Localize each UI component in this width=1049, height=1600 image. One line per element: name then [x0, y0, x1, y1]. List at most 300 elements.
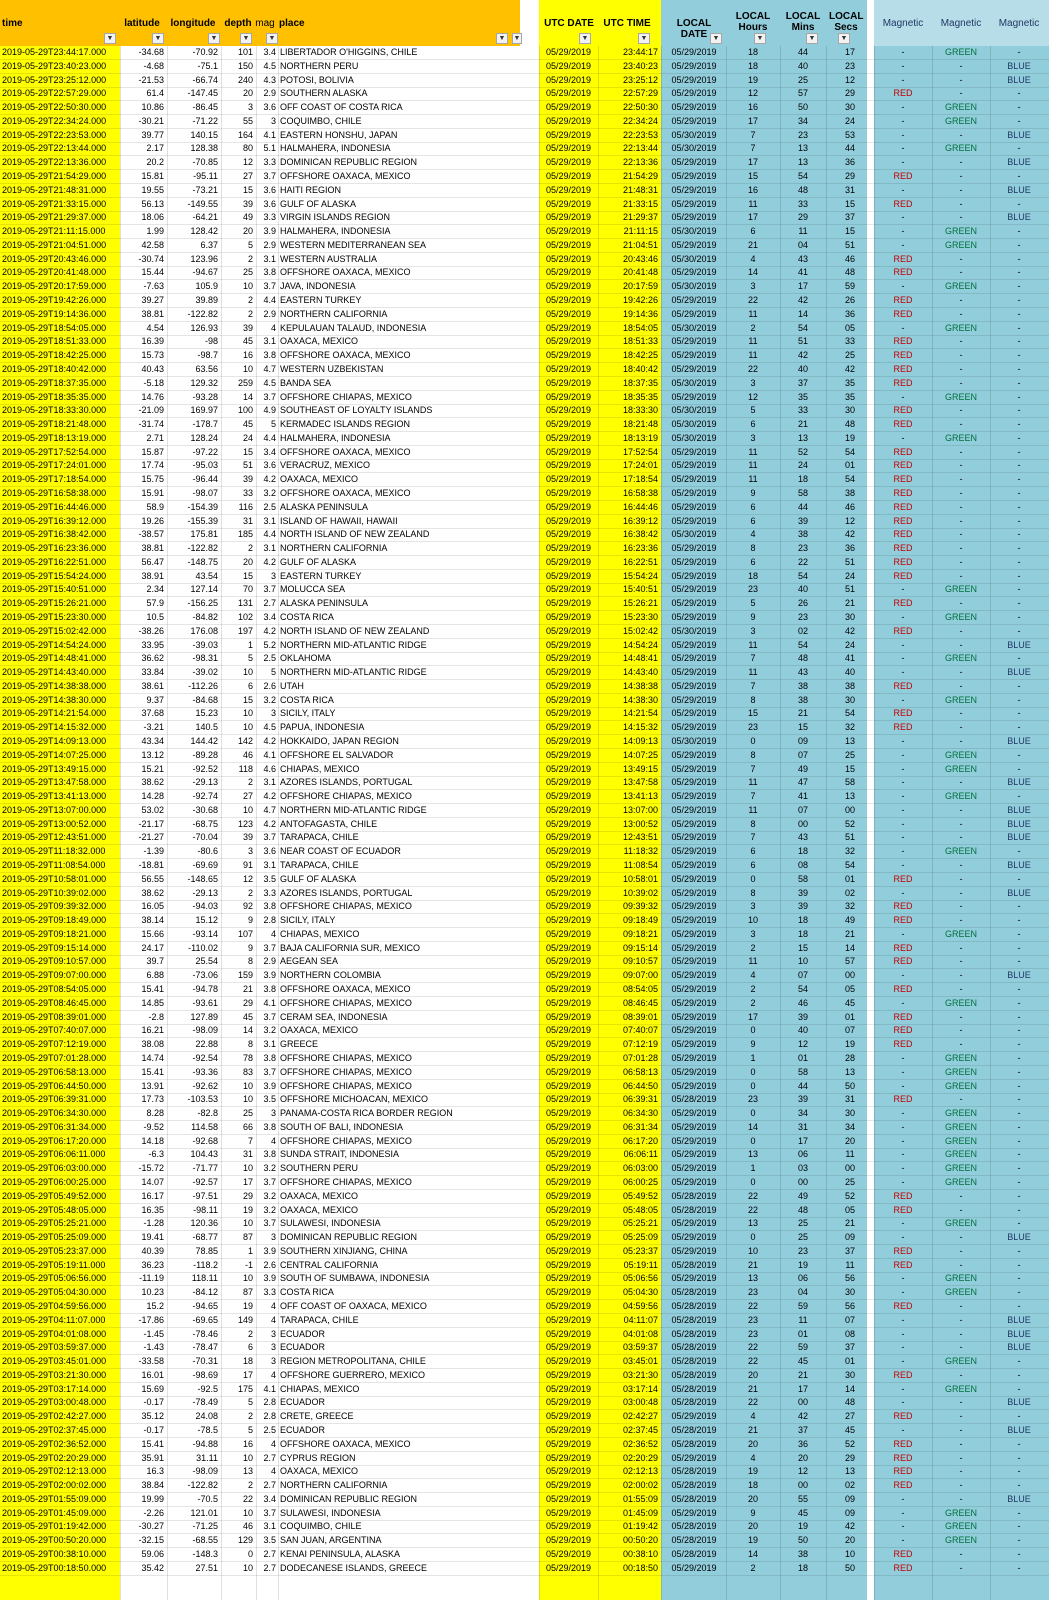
cell-latitude[interactable]: -9.52	[143, 1121, 164, 1132]
cell-local-secs[interactable]: 35	[844, 377, 855, 388]
column-header-magnetic-green[interactable]: Magnetic	[940, 18, 982, 29]
cell-magnetic-green[interactable]: GREEN	[944, 47, 977, 57]
cell-place[interactable]: ANTOFAGASTA, CHILE	[280, 818, 378, 829]
table-row[interactable]	[0, 377, 1049, 391]
cell-place[interactable]: DODECANESE ISLANDS, GREECE	[280, 1562, 428, 1573]
cell-longitude[interactable]: 129.32	[190, 377, 218, 388]
cell-mag[interactable]: 4	[270, 1314, 276, 1325]
cell-mag[interactable]: 3.4	[263, 611, 276, 622]
cell-magnetic-red[interactable]: -	[901, 1342, 905, 1353]
cell-magnetic-green[interactable]: -	[959, 1411, 963, 1422]
table-row[interactable]	[0, 763, 1049, 777]
cell-magnetic-green[interactable]: -	[959, 970, 963, 981]
cell-magnetic-red[interactable]: -	[901, 694, 905, 705]
cell-local-date[interactable]: 05/29/2019	[671, 1135, 717, 1146]
cell-mag[interactable]: 3.9	[263, 1245, 276, 1256]
cell-utc-time[interactable]: 05:25:09	[622, 1232, 658, 1243]
cell-magnetic-blue[interactable]: BLUE	[1007, 1397, 1031, 1408]
cell-utc-date[interactable]: 05/29/2019	[545, 198, 592, 209]
cell-magnetic-green[interactable]: -	[959, 1259, 963, 1270]
cell-place[interactable]: GULF OF ALASKA	[280, 556, 357, 567]
cell-magnetic-blue[interactable]: -	[1017, 1094, 1021, 1105]
cell-utc-date[interactable]: 05/29/2019	[545, 1232, 592, 1243]
cell-magnetic-blue[interactable]: -	[1017, 487, 1021, 498]
cell-magnetic-green[interactable]: -	[959, 804, 963, 815]
cell-depth[interactable]: 6	[247, 680, 253, 691]
cell-magnetic-red[interactable]: RED	[893, 570, 913, 581]
cell-utc-time[interactable]: 02:37:45	[622, 1425, 658, 1435]
cell-local-mins[interactable]: 54	[797, 639, 808, 650]
cell-local-hours[interactable]: 0	[750, 1176, 756, 1187]
cell-mag[interactable]: 3	[270, 1356, 276, 1367]
cell-local-mins[interactable]: 49	[797, 1190, 808, 1201]
cell-time[interactable]: 2019-05-29T17:52:54.000	[2, 446, 107, 457]
cell-mag[interactable]: 3.7	[263, 1011, 276, 1022]
cell-magnetic-red[interactable]: RED	[893, 446, 913, 457]
cell-time[interactable]: 2019-05-29T02:37:45.000	[2, 1425, 107, 1435]
cell-place[interactable]: OKLAHOMA	[280, 653, 332, 664]
cell-local-date[interactable]: 05/29/2019	[671, 860, 717, 871]
cell-magnetic-red[interactable]: -	[901, 239, 905, 250]
cell-time[interactable]: 2019-05-29T20:41:48.000	[2, 267, 107, 278]
cell-local-mins[interactable]: 33	[797, 405, 808, 416]
cell-utc-date[interactable]: 05/29/2019	[545, 1493, 592, 1504]
cell-local-hours[interactable]: 22	[747, 1204, 758, 1215]
cell-utc-time[interactable]: 18:54:05	[622, 322, 658, 333]
cell-local-hours[interactable]: 18	[747, 47, 758, 57]
cell-local-secs[interactable]: 51	[844, 832, 855, 843]
cell-latitude[interactable]: 17.73	[141, 1094, 164, 1105]
cell-local-hours[interactable]: 11	[748, 777, 758, 788]
cell-latitude[interactable]: 38.84	[141, 1480, 164, 1491]
cell-mag[interactable]: 2.7	[263, 1562, 276, 1573]
cell-place[interactable]: SOUTHERN ALASKA	[280, 88, 368, 99]
cell-utc-date[interactable]: 05/29/2019	[545, 680, 592, 691]
cell-local-date[interactable]: 05/29/2019	[671, 722, 717, 733]
cell-local-date[interactable]: 05/29/2019	[671, 804, 717, 815]
cell-place[interactable]: DOMINICAN REPUBLIC REGION	[280, 157, 418, 168]
cell-magnetic-red[interactable]: -	[901, 804, 905, 815]
table-row[interactable]	[0, 1328, 1049, 1342]
cell-latitude[interactable]: 9.37	[146, 694, 164, 705]
cell-utc-date[interactable]: 05/29/2019	[545, 88, 592, 99]
cell-mag[interactable]: 4.7	[263, 363, 276, 374]
table-row[interactable]	[0, 928, 1049, 942]
cell-time[interactable]: 2019-05-29T21:54:29.000	[2, 171, 107, 182]
cell-utc-date[interactable]: 05/29/2019	[545, 377, 592, 388]
cell-local-hours[interactable]: 3	[750, 281, 756, 292]
cell-utc-date[interactable]: 05/29/2019	[545, 212, 592, 223]
cell-magnetic-green[interactable]: -	[959, 363, 963, 374]
cell-latitude[interactable]: 10.23	[141, 1287, 164, 1298]
cell-magnetic-red[interactable]: -	[901, 1163, 905, 1174]
table-row[interactable]	[0, 887, 1049, 901]
cell-utc-date[interactable]: 05/29/2019	[545, 350, 592, 361]
cell-magnetic-green[interactable]: -	[959, 184, 963, 195]
cell-time[interactable]: 2019-05-29T06:17:20.000	[2, 1135, 107, 1146]
cell-local-mins[interactable]: 48	[797, 653, 808, 664]
cell-magnetic-red[interactable]: -	[901, 928, 905, 939]
cell-latitude[interactable]: 15.41	[141, 1066, 164, 1077]
cell-latitude[interactable]: 19.55	[141, 184, 164, 195]
cell-local-secs[interactable]: 53	[844, 129, 855, 140]
cell-local-mins[interactable]: 40	[797, 363, 808, 374]
cell-local-date[interactable]: 05/29/2019	[671, 639, 717, 650]
cell-local-secs[interactable]: 23	[844, 60, 855, 71]
cell-local-mins[interactable]: 00	[797, 818, 808, 829]
cell-longitude[interactable]: -94.03	[192, 901, 218, 912]
cell-local-date[interactable]: 05/29/2019	[671, 1245, 717, 1256]
cell-local-date[interactable]: 05/29/2019	[671, 391, 717, 402]
table-row[interactable]	[0, 1148, 1049, 1162]
cell-local-date[interactable]: 05/29/2019	[671, 1273, 717, 1284]
cell-local-date[interactable]: 05/29/2019	[671, 1218, 717, 1229]
cell-longitude[interactable]: 120.36	[190, 1218, 218, 1229]
cell-mag[interactable]: 3.3	[263, 1287, 276, 1298]
cell-place[interactable]: OFFSHORE OAXACA, MEXICO	[280, 487, 411, 498]
cell-utc-time[interactable]: 00:38:10	[622, 1549, 658, 1560]
cell-longitude[interactable]: -94.65	[192, 1300, 218, 1311]
cell-depth[interactable]: 27	[242, 791, 253, 802]
cell-latitude[interactable]: -3.21	[143, 722, 164, 733]
cell-depth[interactable]: 24	[242, 432, 253, 443]
cell-local-hours[interactable]: 14	[747, 1549, 758, 1560]
cell-utc-time[interactable]: 06:06:11	[623, 1149, 658, 1160]
cell-place[interactable]: OFFSHORE CHIAPAS, MEXICO	[280, 997, 412, 1008]
cell-latitude[interactable]: 56.47	[141, 556, 164, 567]
cell-latitude[interactable]: 33.84	[141, 667, 164, 678]
cell-magnetic-blue[interactable]: -	[1017, 1411, 1021, 1422]
table-row[interactable]	[0, 1204, 1049, 1218]
cell-utc-time[interactable]: 02:00:02	[622, 1480, 658, 1491]
cell-local-date[interactable]: 05/29/2019	[671, 984, 717, 995]
cell-depth[interactable]: 164	[237, 129, 253, 140]
cell-depth[interactable]: 16	[242, 350, 253, 361]
cell-depth[interactable]: 2	[247, 1411, 253, 1422]
cell-latitude[interactable]: 15.44	[141, 267, 164, 278]
cell-local-date[interactable]: 05/28/2019	[671, 1204, 717, 1215]
cell-time[interactable]: 2019-05-29T18:54:05.000	[2, 322, 107, 333]
cell-depth[interactable]: 91	[242, 860, 253, 871]
cell-place[interactable]: TARAPACA, CHILE	[280, 860, 359, 871]
cell-latitude[interactable]: -2.26	[143, 1507, 164, 1518]
table-row[interactable]	[0, 583, 1049, 597]
cell-utc-date[interactable]: 05/29/2019	[545, 1080, 592, 1091]
cell-local-date[interactable]: 05/29/2019	[671, 102, 717, 113]
table-row[interactable]	[0, 1052, 1049, 1066]
cell-local-hours[interactable]: 18	[747, 60, 758, 71]
cell-place[interactable]: OFFSHORE CHIAPAS, MEXICO	[280, 791, 412, 802]
cell-local-date[interactable]: 05/29/2019	[671, 60, 717, 71]
cell-utc-date[interactable]: 05/29/2019	[545, 1342, 592, 1353]
dropdown-filter-icon[interactable]: ▼	[152, 33, 164, 44]
cell-utc-date[interactable]: 05/29/2019	[545, 363, 592, 374]
cell-longitude[interactable]: -112.26	[188, 680, 218, 691]
cell-local-mins[interactable]: 39	[797, 901, 808, 912]
cell-magnetic-red[interactable]: RED	[893, 198, 913, 209]
cell-magnetic-green[interactable]: GREEN	[944, 391, 977, 402]
cell-time[interactable]: 2019-05-29T15:02:42.000	[2, 625, 107, 636]
cell-longitude[interactable]: -97.22	[192, 446, 218, 457]
cell-utc-date[interactable]: 05/29/2019	[545, 846, 592, 857]
cell-depth[interactable]: 45	[242, 336, 253, 347]
cell-magnetic-green[interactable]: -	[959, 60, 963, 71]
cell-place[interactable]: KERMADEC ISLANDS REGION	[280, 419, 411, 430]
cell-longitude[interactable]: -178.7	[192, 419, 218, 430]
cell-utc-date[interactable]: 05/29/2019	[545, 1094, 592, 1105]
cell-latitude[interactable]: 15.21	[141, 763, 164, 774]
cell-latitude[interactable]: 19.99	[141, 1493, 164, 1504]
cell-local-hours[interactable]: 11	[748, 460, 758, 471]
cell-time[interactable]: 2019-05-29T22:13:44.000	[2, 143, 107, 154]
cell-local-mins[interactable]: 33	[797, 198, 808, 209]
cell-magnetic-red[interactable]: RED	[893, 377, 913, 388]
cell-magnetic-blue[interactable]: BLUE	[1007, 860, 1031, 871]
cell-local-secs[interactable]: 15	[844, 198, 855, 209]
cell-magnetic-blue[interactable]: -	[1017, 722, 1021, 733]
cell-place[interactable]: WESTERN MEDITERRANEAN SEA	[280, 239, 427, 250]
cell-magnetic-blue[interactable]: -	[1017, 432, 1021, 443]
cell-local-date[interactable]: 05/29/2019	[671, 515, 717, 526]
cell-magnetic-green[interactable]: -	[959, 1328, 963, 1339]
cell-utc-time[interactable]: 13:41:13	[622, 791, 658, 802]
cell-local-date[interactable]: 05/28/2019	[671, 1535, 717, 1546]
cell-longitude[interactable]: -29.13	[192, 777, 218, 788]
cell-place[interactable]: ECUADOR	[280, 1397, 326, 1408]
cell-mag[interactable]: 3.6	[263, 460, 276, 471]
cell-latitude[interactable]: 2.17	[146, 143, 164, 154]
cell-depth[interactable]: 100	[237, 405, 253, 416]
cell-longitude[interactable]: -80.6	[197, 846, 218, 857]
cell-place[interactable]: COQUIMBO, CHILE	[280, 1521, 362, 1532]
cell-time[interactable]: 2019-05-29T01:45:09.000	[2, 1507, 107, 1518]
cell-mag[interactable]: 4.6	[263, 763, 276, 774]
cell-local-date[interactable]: 05/28/2019	[671, 1259, 717, 1270]
cell-magnetic-blue[interactable]: -	[1017, 143, 1021, 154]
cell-magnetic-green[interactable]: GREEN	[944, 1273, 977, 1284]
cell-time[interactable]: 2019-05-29T14:43:40.000	[2, 667, 107, 678]
cell-local-date[interactable]: 05/30/2019	[671, 432, 717, 443]
cell-magnetic-red[interactable]: -	[901, 157, 905, 168]
cell-local-secs[interactable]: 00	[844, 1163, 855, 1174]
table-row[interactable]	[0, 1314, 1049, 1328]
cell-utc-time[interactable]: 22:13:36	[622, 157, 658, 168]
cell-time[interactable]: 2019-05-29T09:18:49.000	[2, 915, 107, 926]
cell-local-date[interactable]: 05/29/2019	[671, 1039, 717, 1050]
cell-local-secs[interactable]: 29	[844, 1452, 855, 1463]
cell-latitude[interactable]: 56.55	[141, 873, 164, 884]
cell-local-secs[interactable]: 45	[844, 1425, 855, 1435]
cell-latitude[interactable]: 38.91	[141, 570, 164, 581]
cell-time[interactable]: 2019-05-29T09:07:00.000	[2, 970, 107, 981]
cell-utc-date[interactable]: 05/29/2019	[545, 1328, 592, 1339]
cell-local-secs[interactable]: 13	[844, 736, 855, 746]
cell-depth[interactable]: 2	[247, 1328, 253, 1339]
cell-utc-time[interactable]: 02:12:13	[622, 1466, 658, 1477]
cell-magnetic-blue[interactable]: -	[1017, 1259, 1021, 1270]
cell-latitude[interactable]: -33.58	[138, 1356, 164, 1367]
cell-longitude[interactable]: -30.68	[192, 804, 218, 815]
cell-utc-time[interactable]: 00:50:20	[622, 1535, 658, 1546]
cell-local-hours[interactable]: 7	[750, 143, 756, 154]
cell-local-date[interactable]: 05/29/2019	[671, 295, 717, 306]
cell-magnetic-green[interactable]: GREEN	[944, 1066, 977, 1077]
cell-magnetic-green[interactable]: GREEN	[944, 611, 977, 622]
cell-local-secs[interactable]: 21	[844, 598, 855, 609]
cell-magnetic-green[interactable]: GREEN	[944, 1507, 977, 1518]
table-row[interactable]	[0, 707, 1049, 721]
cell-time[interactable]: 2019-05-29T05:25:09.000	[2, 1232, 107, 1243]
cell-longitude[interactable]: -98.07	[192, 487, 218, 498]
cell-magnetic-red[interactable]: RED	[893, 1300, 913, 1311]
cell-mag[interactable]: 3.9	[263, 1273, 276, 1284]
cell-mag[interactable]: 3.2	[263, 1163, 276, 1174]
table-row[interactable]	[0, 294, 1049, 308]
table-row[interactable]	[0, 418, 1049, 432]
table-row[interactable]	[0, 1245, 1049, 1259]
cell-magnetic-red[interactable]: -	[901, 970, 905, 981]
cell-local-date[interactable]: 05/30/2019	[671, 226, 717, 237]
cell-mag[interactable]: 3.8	[263, 1052, 276, 1063]
cell-longitude[interactable]: -92.5	[197, 1383, 218, 1394]
cell-local-hours[interactable]: 23	[747, 1314, 758, 1325]
cell-depth[interactable]: 29	[242, 997, 253, 1008]
cell-depth[interactable]: 150	[237, 60, 253, 71]
cell-local-secs[interactable]: 09	[844, 1507, 855, 1518]
cell-utc-time[interactable]: 05:49:52	[622, 1190, 658, 1201]
table-row[interactable]	[0, 156, 1049, 170]
cell-local-hours[interactable]: 17	[747, 212, 758, 223]
cell-magnetic-blue[interactable]: -	[1017, 474, 1021, 485]
cell-magnetic-red[interactable]: -	[901, 763, 905, 774]
cell-local-mins[interactable]: 13	[797, 143, 808, 154]
cell-mag[interactable]: 3.3	[263, 157, 276, 168]
cell-utc-date[interactable]: 05/29/2019	[545, 1480, 592, 1491]
cell-local-date[interactable]: 05/30/2019	[671, 143, 717, 154]
cell-depth[interactable]: 12	[242, 873, 253, 884]
cell-local-date[interactable]: 05/29/2019	[671, 1121, 717, 1132]
cell-depth[interactable]: 142	[237, 736, 253, 746]
cell-local-secs[interactable]: 30	[844, 694, 855, 705]
cell-utc-date[interactable]: 05/29/2019	[545, 529, 592, 540]
cell-magnetic-blue[interactable]: -	[1017, 1039, 1021, 1050]
cell-depth[interactable]: 15	[242, 446, 253, 457]
cell-utc-time[interactable]: 18:40:42	[622, 363, 658, 374]
cell-utc-date[interactable]: 05/29/2019	[545, 129, 592, 140]
cell-time[interactable]: 2019-05-29T00:18:50.000	[2, 1562, 107, 1573]
cell-place[interactable]: AZORES ISLANDS, PORTUGAL	[280, 777, 413, 788]
cell-local-mins[interactable]: 18	[797, 474, 808, 485]
cell-time[interactable]: 2019-05-29T06:31:34.000	[2, 1121, 107, 1132]
cell-longitude[interactable]: 104.43	[190, 1149, 218, 1160]
cell-magnetic-green[interactable]: -	[959, 1011, 963, 1022]
cell-utc-time[interactable]: 16:38:42	[622, 529, 658, 540]
cell-local-mins[interactable]: 15	[797, 942, 808, 953]
cell-place[interactable]: AZORES ISLANDS, PORTUGAL	[280, 887, 413, 898]
cell-time[interactable]: 2019-05-29T02:20:29.000	[2, 1452, 107, 1463]
cell-place[interactable]: SUNDA STRAIT, INDONESIA	[280, 1149, 400, 1160]
cell-magnetic-red[interactable]: RED	[893, 295, 913, 306]
table-row[interactable]	[0, 129, 1049, 143]
cell-depth[interactable]: 10	[242, 667, 253, 678]
cell-utc-time[interactable]: 10:58:01	[622, 873, 658, 884]
cell-local-secs[interactable]: 37	[844, 1342, 855, 1353]
cell-time[interactable]: 2019-05-29T08:54:05.000	[2, 984, 107, 995]
cell-local-hours[interactable]: 6	[750, 419, 756, 430]
cell-latitude[interactable]: 56.13	[141, 198, 164, 209]
cell-depth[interactable]: 2	[247, 887, 253, 898]
cell-latitude[interactable]: 16.17	[141, 1190, 164, 1201]
cell-local-hours[interactable]: 6	[750, 501, 756, 512]
cell-utc-date[interactable]: 05/29/2019	[545, 501, 592, 512]
table-row[interactable]	[0, 446, 1049, 460]
cell-utc-date[interactable]: 05/29/2019	[545, 1039, 592, 1050]
table-row[interactable]	[0, 997, 1049, 1011]
cell-utc-date[interactable]: 05/29/2019	[545, 432, 592, 443]
cell-longitude[interactable]: -70.5	[197, 1493, 218, 1504]
table-row[interactable]	[0, 831, 1049, 845]
cell-mag[interactable]: 4	[270, 1135, 276, 1146]
cell-latitude[interactable]: 16.3	[146, 1466, 164, 1477]
cell-magnetic-blue[interactable]: -	[1017, 1066, 1021, 1077]
cell-local-mins[interactable]: 38	[797, 1549, 808, 1560]
cell-local-date[interactable]: 05/29/2019	[671, 1507, 717, 1518]
cell-magnetic-red[interactable]: RED	[893, 1411, 913, 1422]
cell-time[interactable]: 2019-05-29T13:07:00.000	[2, 804, 107, 815]
cell-longitude[interactable]: -82.8	[197, 1108, 218, 1119]
cell-latitude[interactable]: -31.74	[138, 419, 164, 430]
cell-utc-time[interactable]: 23:25:12	[622, 74, 658, 85]
cell-utc-date[interactable]: 05/29/2019	[545, 295, 592, 306]
cell-longitude[interactable]: -92.62	[192, 1080, 218, 1091]
cell-latitude[interactable]: -17.86	[138, 1314, 164, 1325]
cell-local-date[interactable]: 05/28/2019	[671, 1287, 717, 1298]
cell-latitude[interactable]: 15.81	[141, 171, 164, 182]
cell-latitude[interactable]: 38.08	[141, 1039, 164, 1050]
cell-utc-time[interactable]: 16:44:46	[622, 501, 658, 512]
cell-utc-date[interactable]: 05/29/2019	[545, 901, 592, 912]
cell-utc-date[interactable]: 05/29/2019	[545, 1562, 592, 1573]
cell-magnetic-blue[interactable]: -	[1017, 226, 1021, 237]
cell-mag[interactable]: 3.4	[263, 446, 276, 457]
cell-mag[interactable]: 3.1	[263, 253, 276, 264]
cell-longitude[interactable]: -68.55	[192, 1535, 218, 1546]
cell-local-mins[interactable]: 21	[797, 419, 808, 430]
cell-local-hours[interactable]: 20	[747, 1438, 758, 1449]
cell-utc-date[interactable]: 05/29/2019	[545, 1314, 592, 1325]
cell-utc-date[interactable]: 05/29/2019	[545, 1452, 592, 1463]
cell-depth[interactable]: 2	[247, 1480, 253, 1491]
cell-longitude[interactable]: -92.74	[192, 791, 218, 802]
cell-local-date[interactable]: 05/29/2019	[671, 460, 717, 471]
cell-longitude[interactable]: -93.28	[192, 391, 218, 402]
cell-magnetic-red[interactable]: RED	[893, 487, 913, 498]
cell-time[interactable]: 2019-05-29T22:13:36.000	[2, 157, 107, 168]
cell-magnetic-red[interactable]: -	[901, 846, 905, 857]
cell-local-secs[interactable]: 28	[844, 1052, 855, 1063]
cell-local-hours[interactable]: 4	[750, 1411, 756, 1422]
cell-local-date[interactable]: 05/29/2019	[671, 915, 717, 926]
cell-depth[interactable]: 8	[247, 1039, 253, 1050]
cell-utc-time[interactable]: 23:44:17	[622, 47, 658, 57]
cell-depth[interactable]: 33	[242, 487, 253, 498]
cell-local-date[interactable]: 05/28/2019	[671, 1521, 717, 1532]
cell-mag[interactable]: 4.7	[263, 804, 276, 815]
cell-magnetic-green[interactable]: GREEN	[944, 1121, 977, 1132]
cell-local-secs[interactable]: 11	[845, 1259, 855, 1270]
cell-latitude[interactable]: -18.81	[138, 860, 164, 871]
cell-mag[interactable]: 3.9	[263, 226, 276, 237]
